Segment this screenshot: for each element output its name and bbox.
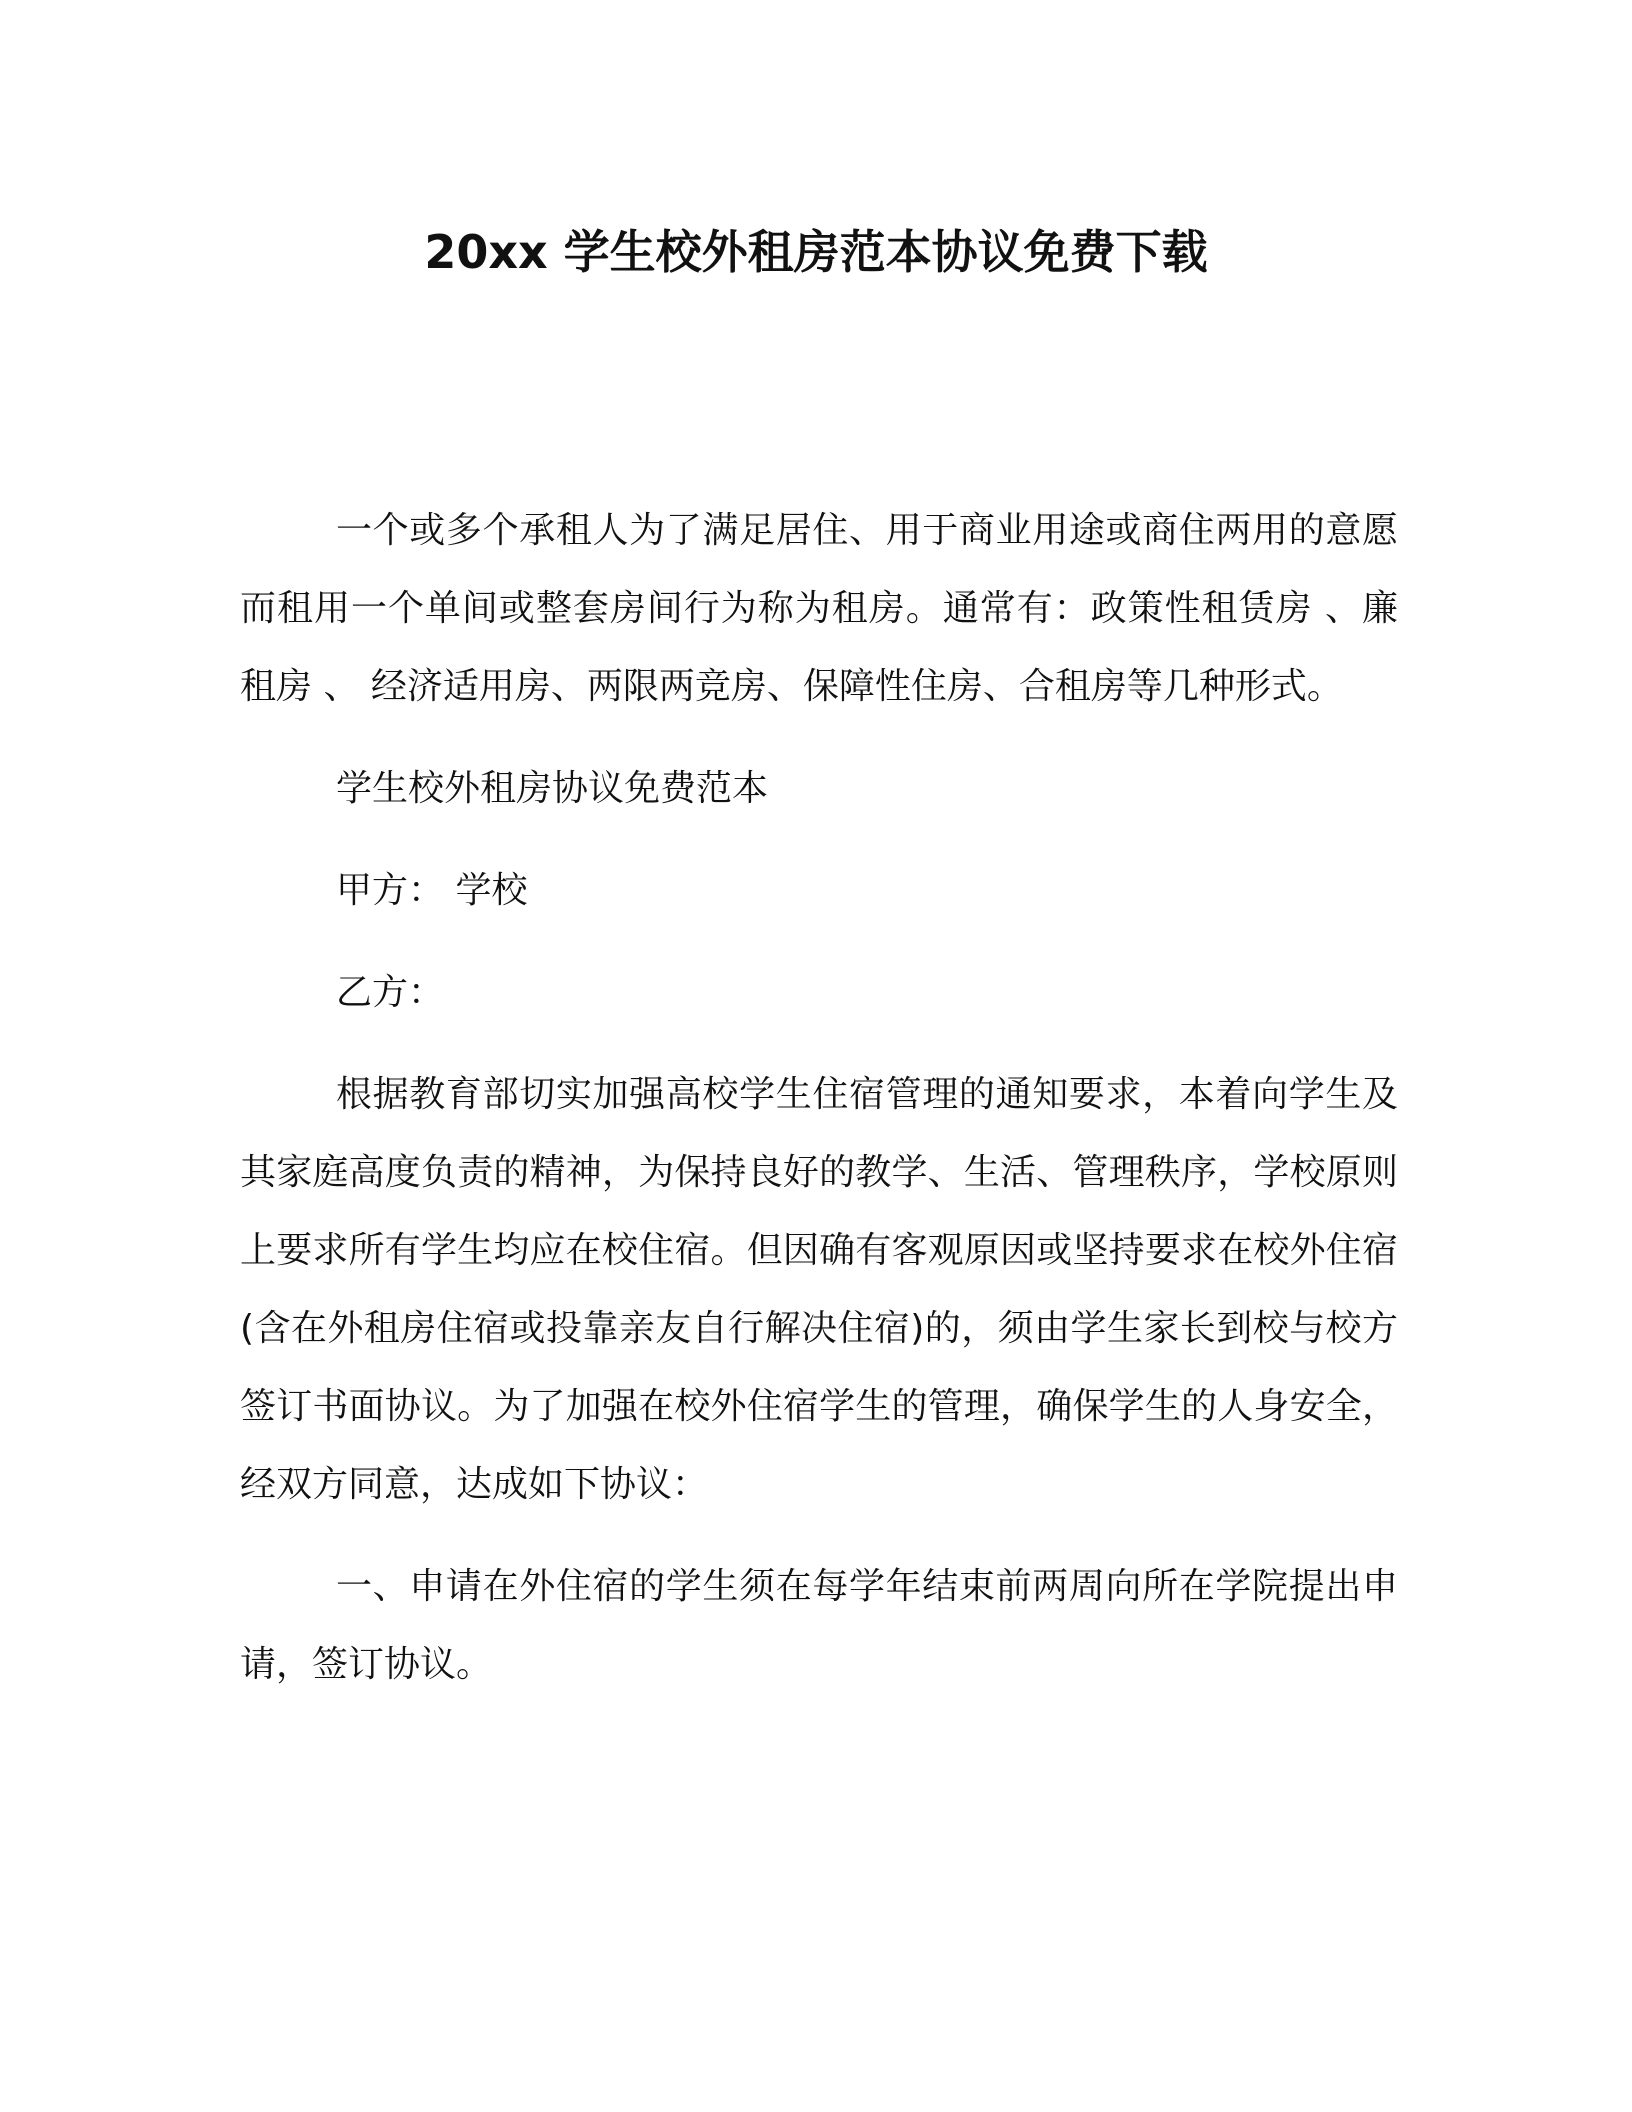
clause-1-paragraph: 一、申请在外住宿的学生须在每学年结束前两周向所在学院提出申请，签订协议。 [240,1566,1398,1685]
document-body [240,492,1398,1728]
party-b-line: 乙方： [336,972,445,1013]
preamble-paragraph: 根据教育部切实加强高校学生住宿管理的通知要求，本着向学生及其家庭高度负责的精神，为保持良好的教学、生活、管理秩序，学校原则上要求所有学生均应在校住宿。但因确有客观原因或坚持要求在校外住宿(含在外租房住宿或投靠亲友自行解决住宿)的，须由学生家长到校与校方签订书面协议。为了加强在校外住宿学生的管理，确保学生的人身安全，经双方同意，达成如下协议： [240,1074,1398,1505]
agreement-subtitle: 学生校外租房协议免费范本 [336,768,769,809]
intro-paragraph: 一个或多个承租人为了满足居住、用于商业用途或商住两用的意愿而租用一个单间或整套房间行为称为租房。通常有：政策性租赁房 、廉租房 、 经济适用房、两限两竞房、保障性住房、合租房等几种形式。 [240,510,1398,707]
document-title: 20xx 学生校外租房范本协议免费下载 [424,225,1208,279]
party-a-line: 甲方： 学校 [336,870,528,911]
